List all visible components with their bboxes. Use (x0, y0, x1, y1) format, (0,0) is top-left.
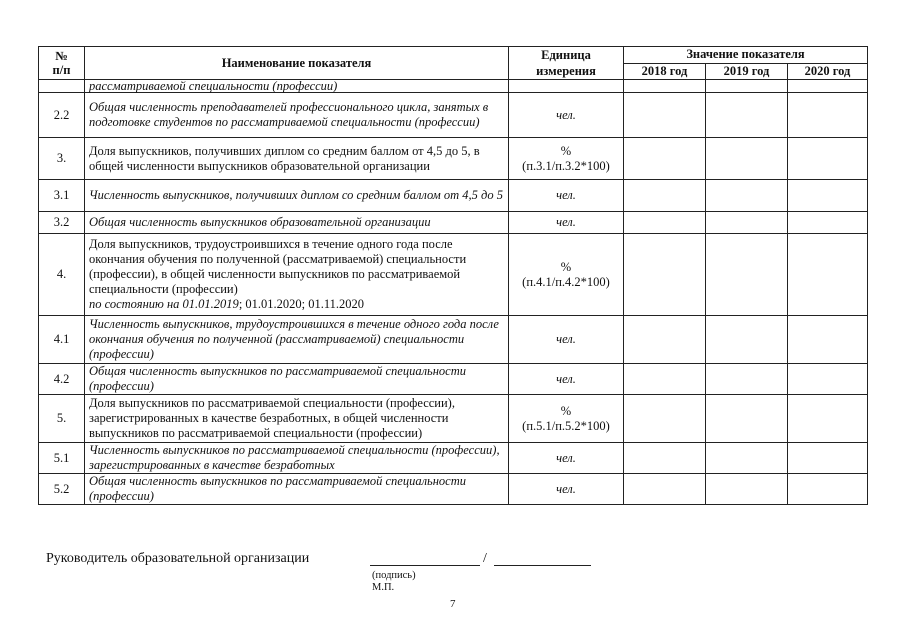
indicators-table (38, 46, 868, 505)
row-value-2018[interactable] (624, 180, 706, 212)
name-line (494, 565, 591, 566)
row-value-2020 (788, 80, 868, 93)
header-year-2018: 2018 год (624, 63, 706, 80)
header-num: № п/п (39, 47, 85, 80)
row-text-dates: ; 01.01.2020; 01.11.2020 (238, 297, 365, 311)
table-row (39, 93, 868, 138)
row-value-2018[interactable] (624, 316, 706, 364)
row-num: 4. (39, 234, 85, 316)
header-name: Наименование показателя (85, 47, 509, 80)
table-row (39, 443, 868, 474)
header-unit: Единица измерения (509, 47, 624, 80)
row-value-2020[interactable] (788, 138, 868, 180)
row-text: Доля выпускников по рассматриваемой специальности (профессии), зарегистрированных в качестве безработных, в общей численности выпускников по рассматриваемой специальности (профессии) (85, 395, 509, 443)
row-num: 4.2 (39, 364, 85, 395)
row-value-2019[interactable] (706, 138, 788, 180)
signer-label: Руководитель образовательной организации (46, 551, 310, 566)
row-num: 5.2 (39, 474, 85, 505)
row-value-2018[interactable] (624, 212, 706, 234)
row-num: 3. (39, 138, 85, 180)
row-text: рассматриваемой специальности (профессии) (85, 80, 509, 93)
row-value-2018[interactable] (624, 443, 706, 474)
row-unit: чел. (509, 180, 624, 212)
row-num (39, 80, 85, 93)
row-value-2019[interactable] (706, 93, 788, 138)
row-value-2020[interactable] (788, 316, 868, 364)
row-value-2018[interactable] (624, 474, 706, 505)
row-unit: чел. (509, 93, 624, 138)
row-value-2019[interactable] (706, 212, 788, 234)
row-unit: % (п.3.1/п.3.2*100) (509, 138, 624, 180)
row-unit: % (п.5.1/п.5.2*100) (509, 395, 624, 443)
row-value-2020[interactable] (788, 474, 868, 505)
table-row (39, 138, 868, 180)
row-unit: чел. (509, 364, 624, 395)
table-row (39, 212, 868, 234)
header-year-2019: 2019 год (706, 63, 788, 80)
row-text: Общая численность преподавателей профессионального цикла, занятых в подготовке студентов по рассматриваемой специальности (профессии) (85, 93, 509, 138)
table-row-continuation (39, 80, 868, 93)
row-value-2020[interactable] (788, 180, 868, 212)
row-value-2020[interactable] (788, 212, 868, 234)
row-value-2018 (624, 80, 706, 93)
row-unit: чел. (509, 474, 624, 505)
table-row (39, 395, 868, 443)
row-value-2019[interactable] (706, 316, 788, 364)
row-num: 5.1 (39, 443, 85, 474)
row-unit: чел. (509, 443, 624, 474)
row-value-2019[interactable] (706, 234, 788, 316)
row-num: 2.2 (39, 93, 85, 138)
row-text: Доля выпускников, получивших диплом со средним баллом от 4,5 до 5, в общей численности выпускников образовательной организации (85, 138, 509, 180)
signature-line (370, 565, 480, 566)
row-value-2018[interactable] (624, 395, 706, 443)
header-year-2020: 2020 год (788, 63, 868, 80)
row-value-2018[interactable] (624, 138, 706, 180)
row-value-2020[interactable] (788, 395, 868, 443)
row-text: Общая численность выпускников по рассматриваемой специальности (профессии) (85, 474, 509, 505)
table-row (39, 234, 868, 316)
row-text (85, 234, 509, 316)
row-value-2019[interactable] (706, 443, 788, 474)
row-text-main: Доля выпускников, трудоустроившихся в течение одного года после окончания обучения по полученной (рассматриваемой) специальности (профессии), в общей численности выпускников по рассматриваемой специальности (профессии) (89, 237, 467, 296)
table-row (39, 474, 868, 505)
signature-caption: (подпись) (372, 570, 416, 581)
row-text: Численность выпускников по рассматриваемой специальности (профессии), зарегистрированных в качестве безработных (85, 443, 509, 474)
row-value-2020[interactable] (788, 443, 868, 474)
table-row (39, 180, 868, 212)
row-value-2018[interactable] (624, 93, 706, 138)
page-number: 7 (450, 598, 456, 610)
row-num: 5. (39, 395, 85, 443)
row-value-2018[interactable] (624, 364, 706, 395)
table-row (39, 316, 868, 364)
row-value-2020[interactable] (788, 93, 868, 138)
row-text: Численность выпускников, трудоустроившихся в течение одного года после окончания обучения по полученной (рассматриваемой) специальности (профессии) (85, 316, 509, 364)
row-num: 4.1 (39, 316, 85, 364)
row-unit (509, 80, 624, 93)
signature-slash: / (483, 551, 487, 566)
row-unit: % (п.4.1/п.4.2*100) (509, 234, 624, 316)
row-text-date: по состоянию на 01.01.2019 (89, 297, 239, 311)
row-value-2019[interactable] (706, 180, 788, 212)
row-value-2018[interactable] (624, 234, 706, 316)
stamp-label: М.П. (372, 582, 395, 593)
row-unit: чел. (509, 212, 624, 234)
row-num: 3.2 (39, 212, 85, 234)
row-text: Общая численность выпускников образовательной организации (85, 212, 509, 234)
row-value-2019 (706, 80, 788, 93)
row-text: Численность выпускников, получивших диплом со средним баллом от 4,5 до 5 (85, 180, 509, 212)
row-unit: чел. (509, 316, 624, 364)
row-value-2019[interactable] (706, 364, 788, 395)
row-value-2019[interactable] (706, 395, 788, 443)
row-value-2020[interactable] (788, 234, 868, 316)
table-row (39, 364, 868, 395)
row-value-2019[interactable] (706, 474, 788, 505)
row-num: 3.1 (39, 180, 85, 212)
row-text: Общая численность выпускников по рассматриваемой специальности (профессии) (85, 364, 509, 395)
row-value-2020[interactable] (788, 364, 868, 395)
header-value: Значение показателя (624, 47, 868, 64)
